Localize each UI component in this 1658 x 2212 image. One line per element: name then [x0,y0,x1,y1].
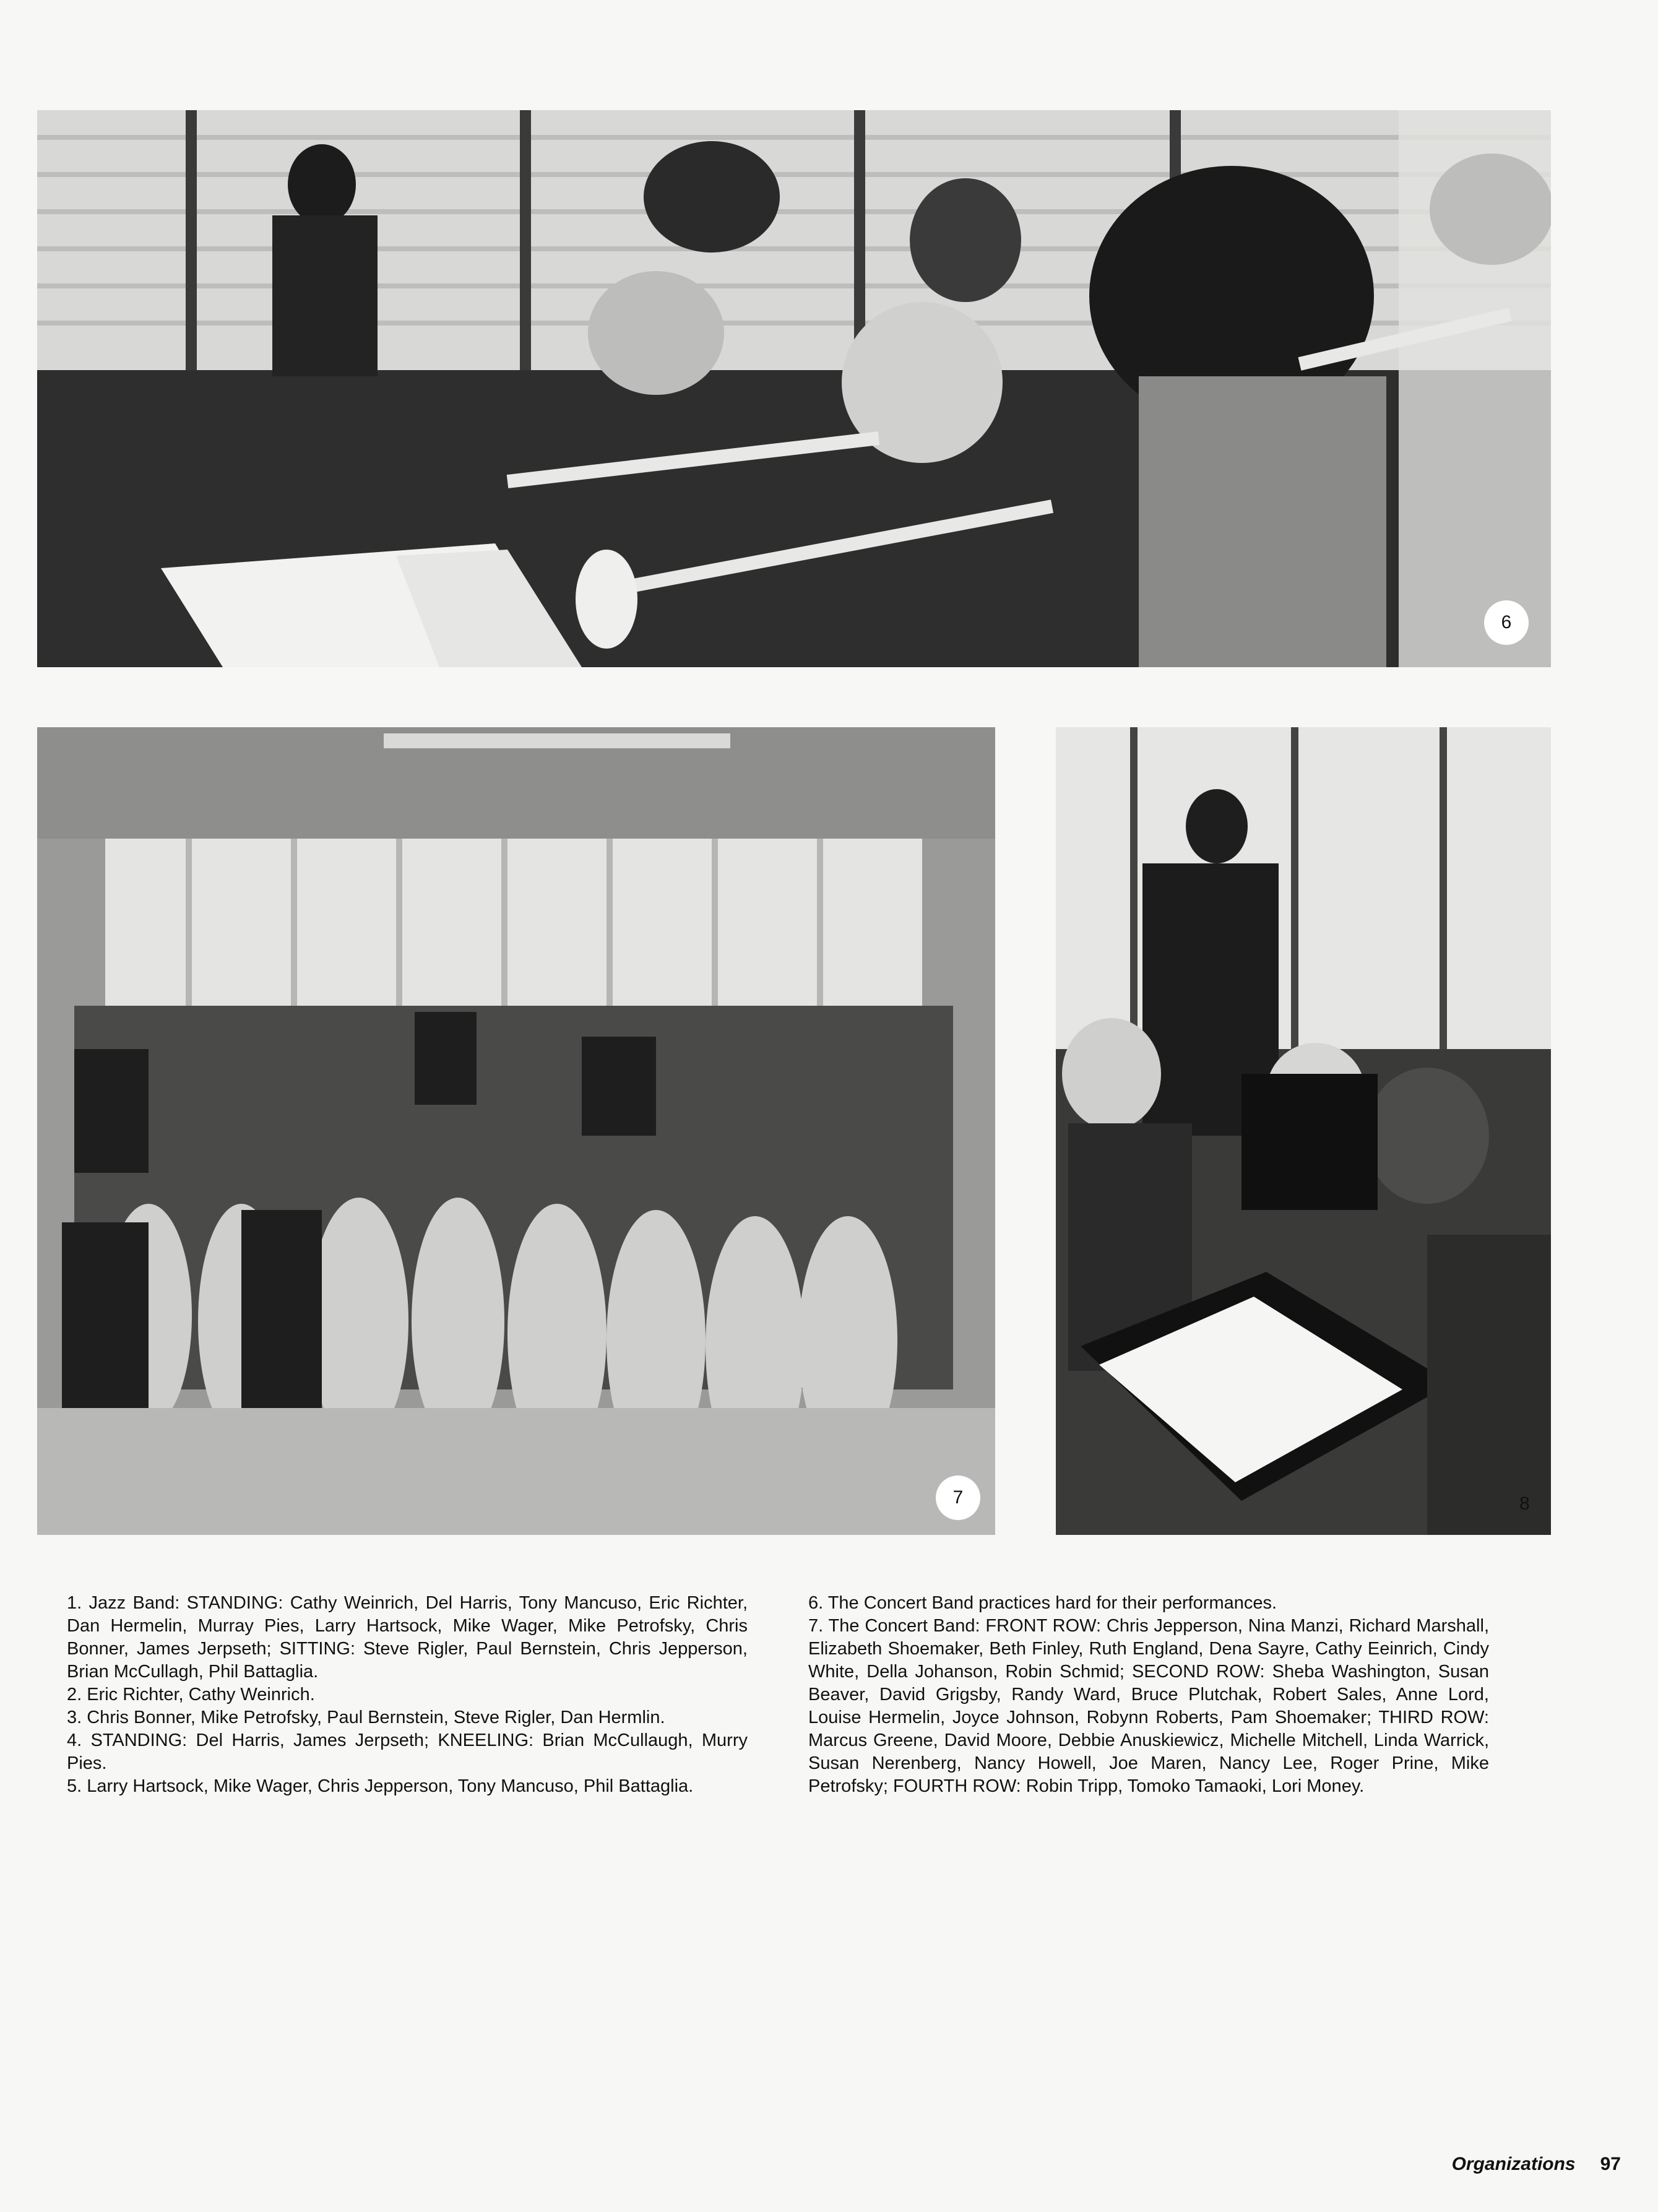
caption-column-left [67,1592,748,1798]
photo-band-rehearsal [1056,727,1551,1535]
caption-column-right [808,1592,1489,1798]
photo-7-illustration [37,727,995,1535]
caption-1: 1. Jazz Band: STANDING: Cathy Weinrich, Del Harris, Tony Mancuso, Eric Richter, Dan Hermelin, Murray Pies, Larry Hartsock, Mike Wager, Mike Petrofsky, Chris Bonner, James Jerpseth; SITTING: Steve Rigler, Paul Bernstein, Chris Jepperson, Brian McCullagh, Phil Battaglia. [67,1593,748,1682]
photo-number-badge: 7 [936,1475,980,1520]
page-footer [1452,2154,1621,2175]
caption-4: 4. STANDING: Del Harris, James Jerpseth; KNEELING: Brian McCullaugh, Murry Pies. [67,1730,748,1773]
section-title: Organizations [1451,2154,1576,2174]
page-number: 97 [1600,2154,1621,2174]
caption-6: 6. The Concert Band practices hard for their performances. [808,1593,1277,1613]
caption-7: 7. The Concert Band: FRONT ROW: Chris Jepperson, Nina Manzi, Richard Marshall, Elizabeth Shoemaker, Beth Finley, Ruth England, Dena Sayre, Cathy Eeinrich, Cindy White, Della Johanson, Robin Schmid; SECOND ROW: Sheba Washington, Susan Beaver, David Grigsby, Randy Ward, Bruce Plutchak, Robert Sales, Anne Lord, Louise Hermelin, Joyce Johnson, Robynn Roberts, Pam Shoemaker; THIRD ROW: Marcus Greene, David Moore, Debbie Anuskiewicz, Michelle Mitchell, Linda Warrick, Susan Nerenberg, Nancy Howell, Joe Maren, Nancy Lee, Roger Prine, Mike Petrofsky; FOURTH ROW: Robin Tripp, Tomoko Tamaoki, Lori Money. [808,1616,1489,1796]
caption-3: 3. Chris Bonner, Mike Petrofsky, Paul Bernstein, Steve Rigler, Dan Hermlin. [67,1708,665,1727]
photo-number-label: 8 [1519,1493,1530,1514]
photo-concert-band-group [37,727,995,1535]
caption-5: 5. Larry Hartsock, Mike Wager, Chris Jepperson, Tony Mancuso, Phil Battaglia. [67,1776,694,1796]
photo-number-badge: 6 [1484,600,1529,645]
photo-concert-band-practice [37,110,1551,667]
caption-2: 2. Eric Richter, Cathy Weinrich. [67,1685,315,1704]
photo-6-illustration [37,110,1551,667]
photo-8-illustration [1056,727,1551,1535]
